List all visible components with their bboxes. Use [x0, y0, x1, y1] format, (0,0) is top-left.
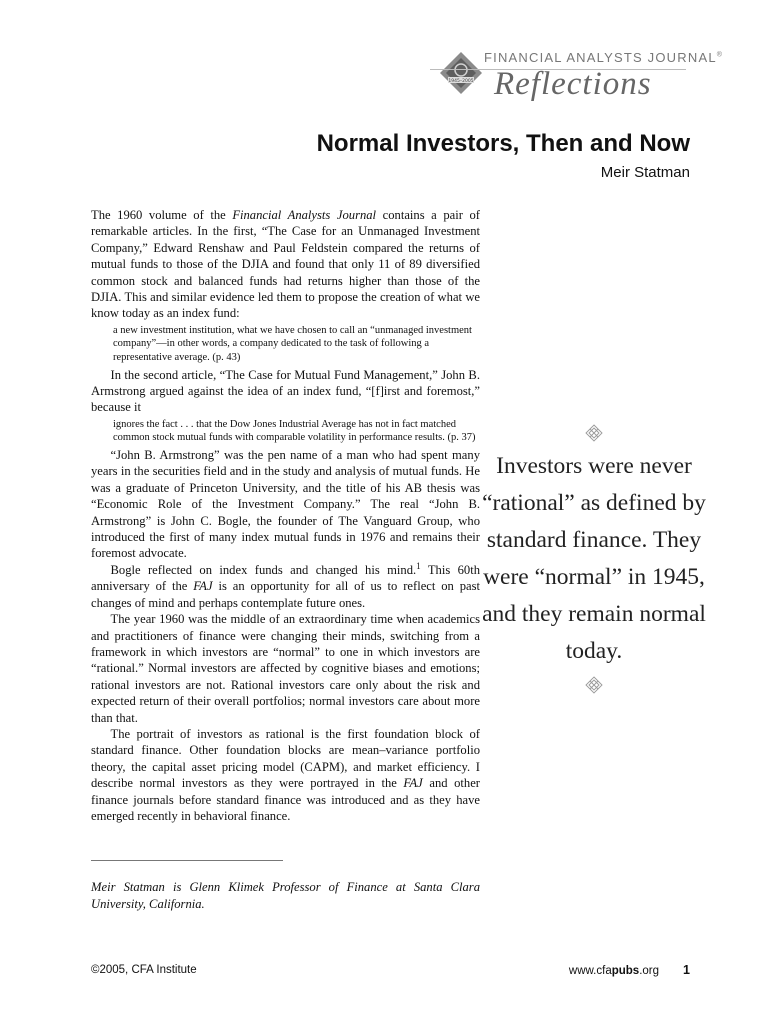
url-part: www.cfa [568, 965, 612, 977]
footnote-ref[interactable]: 1 [416, 560, 421, 571]
footnote-divider [91, 860, 283, 861]
paragraph-1 [91, 207, 480, 322]
article-body [91, 207, 480, 824]
paragraph-4 [91, 562, 480, 611]
journal-title-italic: Financial Analysts Journal [232, 208, 377, 222]
pull-quote-text: Investors were never “rational” as defined by standard finance. They were “normal” in 1945, and they remain normal today. [482, 453, 706, 664]
ornament-top [480, 424, 708, 442]
block-quote-2: ignores the fact . . . that the Dow Jones Industrial Average has not in fact matched common stock mutual funds with comparable volatility in performance results. (p. 37) [113, 418, 476, 444]
ornament-bottom [480, 676, 708, 694]
emblem-years: 1945–2005 [448, 79, 474, 84]
journal-abbrev-italic: FAJ [403, 776, 423, 791]
page-number: 1 [683, 963, 690, 977]
paragraph-6 [91, 726, 480, 824]
article-author: Meir Statman [600, 164, 690, 181]
text-run: Bogle reflected on index funds and changed his mind. [110, 562, 417, 577]
text-run: The portrait of investors as rational is the first foundation block of standard finance. Other foundation blocks are mean–variance portfolio theory, the capital asset pricing model (CAPM), and market efficiency. I describe normal investors as they were portrayed in the [91, 726, 480, 791]
text-run: This 60th anniversary of the [91, 562, 480, 594]
text-run: contains a pair of remarkable articles. In the first, “The Case for an Unmanaged Investment Company,” Edward Renshaw and Paul Feldstein compared the returns of mutual funds to those of the DJIA and found that only 11 of 89 diversified common stock and balanced funds had returns higher than those of the DJIA. This and similar evidence led them to propose the creation of what we know today as an index fund: [91, 208, 480, 321]
url-part-bold: pubs [611, 965, 640, 977]
footer-url[interactable] [569, 965, 659, 977]
pull-quote [480, 424, 708, 694]
journal-abbrev-italic: FAJ [193, 579, 213, 594]
text-run: and other finance journals before standard finance was introduced and as they have emerged recently in behavioral finance. [91, 776, 481, 823]
paragraph-5: The year 1960 was the middle of an extraordinary time when academics and practitioners of finance were changing their minds, switching from a framework in which investors are “normal” to one in which investors are “rational.” Normal investors are affected by cognitive biases and emotions; rational investors are not. Rational investors care only about the risk and expected return of their overall portfolios; normal investors care about more than that. [91, 612, 480, 725]
section-name: Reflections [494, 66, 652, 102]
article-title: Normal Investors, Then and Now [316, 130, 690, 157]
journal-masthead [420, 44, 724, 116]
journal-name: FINANCIAL ANALYSTS JOURNAL® [484, 50, 724, 65]
registered-mark: ® [716, 51, 724, 59]
author-affiliation: Meir Statman is Glenn Klimek Professor of Finance at Santa Clara University, California. [91, 880, 480, 911]
diamond-ornament-icon [585, 676, 603, 694]
diamond-ornament-icon [585, 424, 603, 442]
footer-right [569, 963, 690, 977]
paragraph-2: In the second article, “The Case for Mutual Fund Management,” John B. Armstrong argued against the idea of an index fund, “[f]irst and foremost,” because it [91, 367, 480, 415]
url-part: .org [639, 965, 660, 977]
footer-copyright: ©2005, CFA Institute [91, 964, 197, 976]
text-run: is an opportunity for all of us to reflect on past changes of mind and perhaps contemplate future ones. [91, 579, 480, 610]
text-run: The 1960 volume of the [91, 208, 233, 222]
block-quote-1: a new investment institution, what we have chosen to call an “unmanaged investment company”—in other words, a company dedicated to the task of following a representative average. (p. 43) [113, 324, 472, 364]
anniversary-emblem-icon [438, 50, 484, 96]
paragraph-3: “John B. Armstrong” was the pen name of a man who had spent many years in the securities field and in the study and analysis of mutual funds. He was a graduate of Princeton University, and the title of his AB thesis was “Economic Role of the Investment Company.” The real “John B. Armstrong” is John C. Bogle, the founder of The Vanguard Group, who introduced the first of many index mutual funds in 1976 and remains their foremost advocate. [91, 448, 480, 561]
